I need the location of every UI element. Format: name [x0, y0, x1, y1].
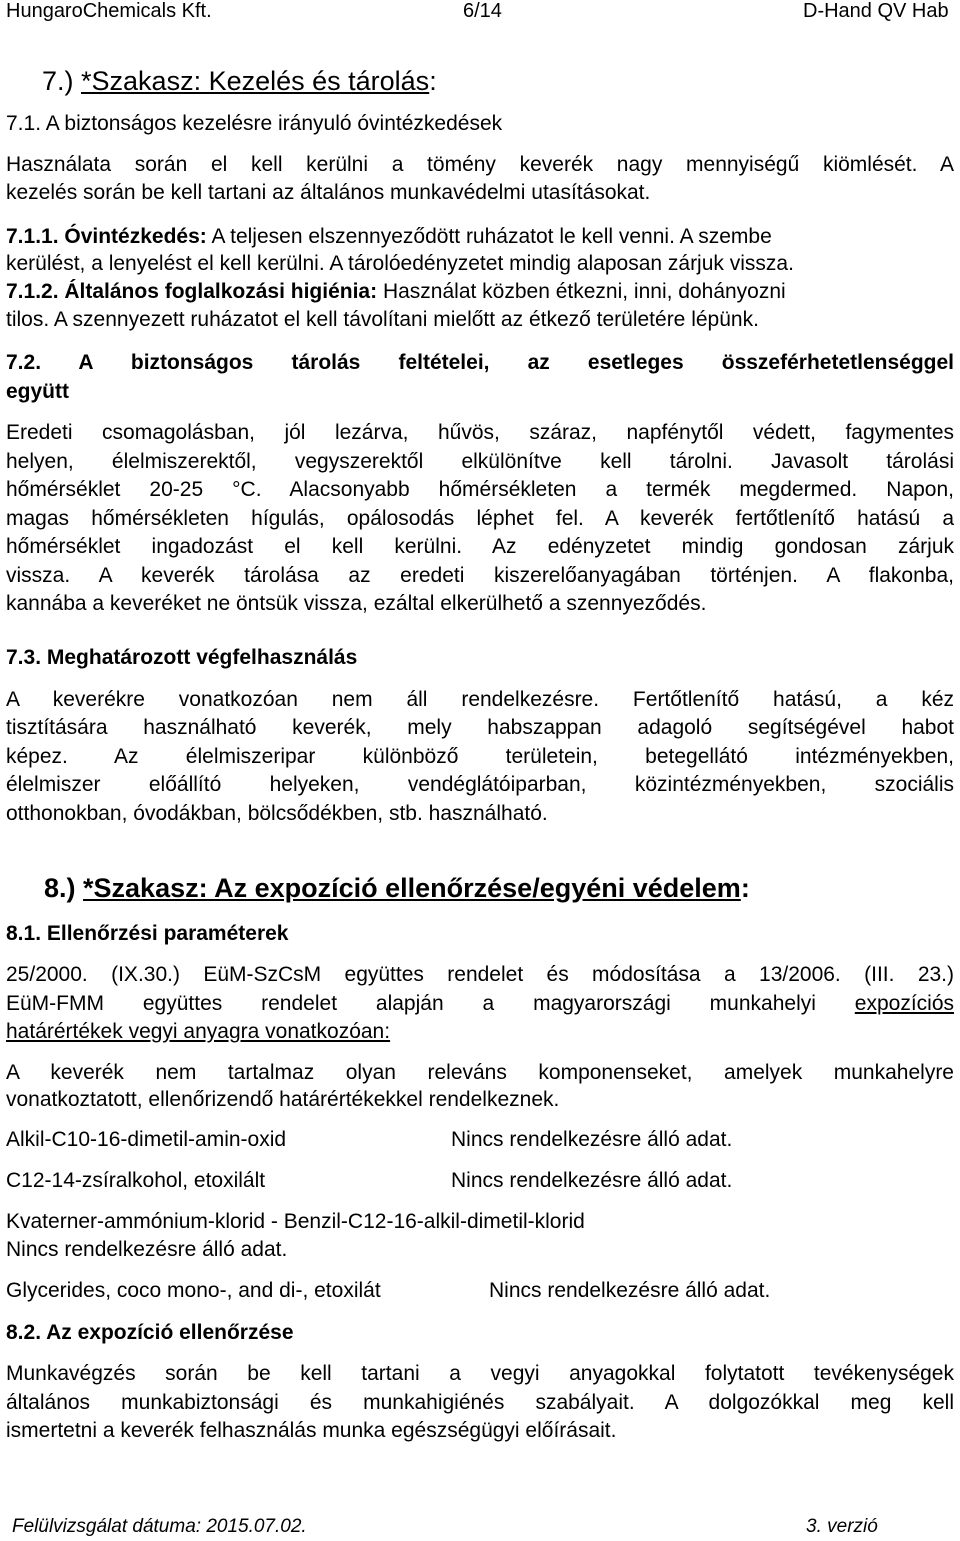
component-name: Alkil-C10-16-dimetil-amin-oxid — [6, 1128, 287, 1151]
section-7-2-line: magas hőmérsékleten hígulás, opálosodás léphet fel. A keverék fertőtlenítő hatású a — [6, 507, 954, 530]
section-8-2-line: általános munkabiztonsági és munkahigiénés szabályait. A dolgozókkal meg kell — [6, 1391, 954, 1414]
component-status: Nincs rendelkezésre álló adat. — [451, 1169, 733, 1192]
section-7-2-line: hőmérséklet 20-25 °C. Alacsonyabb hőmérsékleten a termék megdermed. Napon, — [6, 478, 954, 501]
header-company: HungaroChemicals Kft. — [6, 0, 212, 22]
section-7-1-1-label: 7.1.1. Óvintézkedés: — [6, 225, 207, 248]
section-7-1-2-line-2: tilos. A szennyezett ruházatot el kell távolítani mielőtt az étkező területére lépünk. — [6, 308, 759, 331]
section-7-1-2-label: 7.1.2. Általános foglalkozási higiénia: — [6, 280, 378, 303]
section-8-2-heading: 8.2. Az expozíció ellenőrzése — [6, 1321, 294, 1344]
section-8-1-para-line-3: határértékek vegyi anyagra vonatkozóan: — [6, 1020, 391, 1043]
section-8-2-line: Munkavégzés során be kell tartani a vegyi anyagokkal folytatott tevékenységek — [6, 1362, 954, 1385]
section-8-number: 8.) — [44, 873, 84, 903]
section-8-title-colon: : — [740, 873, 750, 903]
header-product: D-Hand QV Hab — [803, 0, 949, 22]
component-row — [6, 1169, 265, 1193]
section-7-3-line: otthonokban, óvodákban, bölcsődékben, stb. használható. — [6, 802, 548, 825]
section-7-2-line: hőmérséklet ingadozást el kell kerülni. Az edényzetet mindig gondosan zárjuk — [6, 535, 954, 558]
section-7-3-line: élelmiszer előállító helyeken, vendéglátóiparban, közintézményekben, szociális — [6, 773, 954, 796]
section-7-2-line: vissza. A keverék tárolása az eredeti kiszerelőanyagában történjen. A flakonba, — [6, 564, 954, 587]
section-7-2-line: kannába a keveréket ne öntsük vissza, ezáltal elkerülhető a szennyeződés. — [6, 592, 707, 615]
section-8-2-line: ismertetni a keverék felhasználás munka egészségügyi előírásait. — [6, 1419, 617, 1442]
footer-review-date: Felülvizsgálat dátuma: 2015.07.02. — [12, 1516, 307, 1537]
section-8-title-text: *Szakasz: Az expozíció ellenőrzése/egyéni védelem — [83, 873, 741, 903]
header-page-number: 6/14 — [463, 0, 502, 22]
section-8-1-para-line-2 — [6, 989, 954, 1018]
section-7-2-heading-line-2: együtt — [6, 380, 69, 403]
section-7-1-1-line-2: kerülést, a lenyelést el kell kerülni. A tárolóedényzetet mindig alaposan zárjuk vissza. — [6, 252, 794, 275]
page-header — [0, 0, 960, 24]
section-7-1-para-line-1: Használata során el kell kerülni a tömény keverék nagy mennyiségű kiömlését. A — [6, 153, 954, 176]
section-7-1-2-line-1 — [6, 280, 786, 306]
section-7-title-text: *Szakasz: Kezelés és tárolás — [81, 66, 430, 96]
component-name: Glycerides, coco mono-, and di-, etoxilát — [6, 1279, 381, 1302]
section-7-1-1-line-1 — [6, 225, 772, 251]
section-7-1-para-line-2: kezelés során be kell tartani az általános munkavédelmi utasításokat. — [6, 181, 651, 204]
component-name: C12-14-zsíralkohol, etoxilált — [6, 1169, 266, 1192]
section-8-1-para-line-2-text: EüM-FMM együttes rendelet alapján a magyarországi munkahelyi — [6, 992, 855, 1015]
component-name: Kvaterner-ammónium-klorid - Benzil-C12-16-alkil-dimetil-klorid — [6, 1210, 585, 1233]
section-7-2-heading-line-1: 7.2. A biztonságos tárolás feltételei, az esetleges összeférhetetlenséggel — [6, 351, 954, 374]
section-8-1-para2-line-1: A keverék nem tartalmaz olyan releváns komponenseket, amelyek munkahelyre — [6, 1061, 954, 1084]
section-8-1-heading: 8.1. Ellenőrzési paraméterek — [6, 922, 289, 945]
section-7-title-colon: : — [429, 66, 437, 96]
component-row — [6, 1128, 286, 1152]
section-7-1-heading: 7.1. A biztonságos kezelésre irányuló óvintézkedések — [6, 112, 503, 135]
section-7-2-line: Eredeti csomagolásban, jól lezárva, hűvös, száraz, napfénytől védett, fagymentes — [6, 421, 954, 444]
section-7-2-line: helyen, élelmiszerektől, vegyszerektől elkülönítve kell tárolni. Javasolt tárolási — [6, 450, 954, 473]
component-status: Nincs rendelkezésre álló adat. — [6, 1238, 288, 1261]
section-8-1-para-line-1: 25/2000. (IX.30.) EüM-SzCsM együttes rendelet és módosítása a 13/2006. (III. 23.) — [6, 963, 954, 986]
section-8-title — [44, 870, 750, 908]
section-8-1-para2-line-2: vonatkoztatott, ellenőrizendő határértékekkel rendelkeznek. — [6, 1088, 560, 1111]
section-7-3-line: A keverékre vonatkozóan nem áll rendelkezésre. Fertőtlenítő hatású, a kéz — [6, 688, 954, 711]
section-7-1-1-text: A teljesen elszennyeződött ruházatot le kell venni. A szembe — [206, 225, 772, 248]
section-7-1-2-text: Használat közben étkezni, inni, dohányozni — [377, 280, 786, 303]
component-status: Nincs rendelkezésre álló adat. — [451, 1128, 733, 1151]
section-7-title — [42, 64, 437, 100]
footer-version: 3. verzió — [806, 1516, 878, 1537]
component-status: Nincs rendelkezésre álló adat. — [489, 1279, 771, 1302]
section-7-3-heading: 7.3. Meghatározott végfelhasználás — [6, 646, 358, 669]
section-7-3-line: tisztítására használható keverék, mely habszappan adagoló segítségével habot — [6, 716, 954, 739]
section-8-1-para-line-2-underlined: expozíciós — [854, 992, 954, 1015]
section-7-3-line: képez. Az élelmiszeripar különböző területein, betegellátó intézményekben, — [6, 745, 954, 768]
section-7-number: 7.) — [42, 66, 82, 96]
